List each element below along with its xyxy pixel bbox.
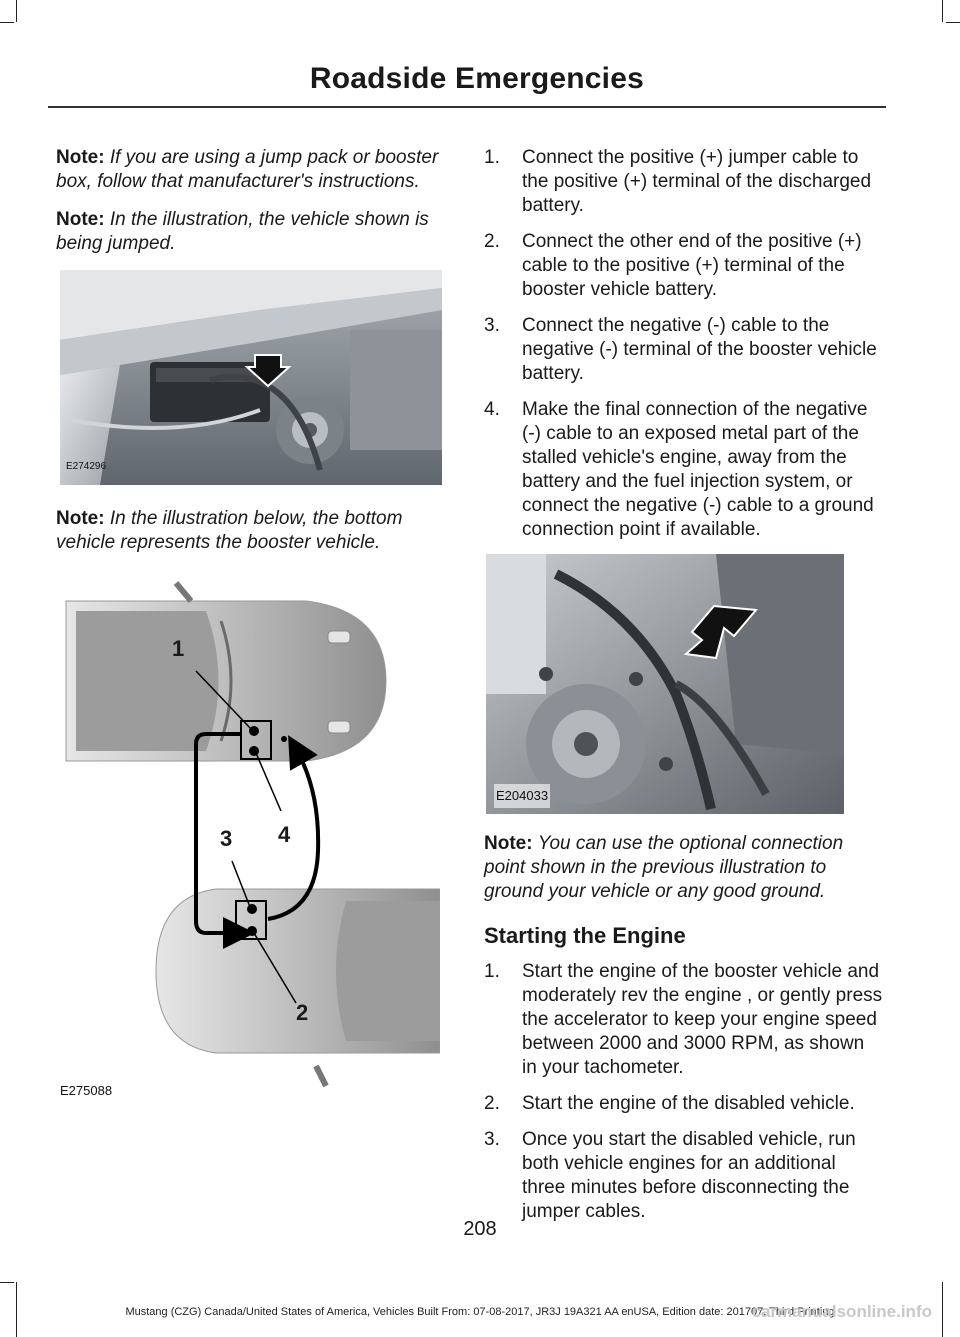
note-text: If you are using a jump pack or booster box, follow that manufacturer's instructions. — [56, 147, 439, 192]
page-header-title: Roadside Emergencies — [309, 62, 644, 95]
figure-code: E274296 — [66, 461, 107, 472]
ground-point-illustration — [486, 554, 844, 814]
start-steps-list — [484, 960, 884, 1224]
crop-mark — [942, 0, 943, 22]
crop-mark — [946, 22, 960, 23]
callout-3: 3 — [220, 826, 233, 851]
note-label: Note: — [56, 147, 105, 168]
note-text: In the illustration, the vehicle shown is being jumped. — [56, 209, 429, 254]
list-item — [484, 230, 884, 302]
note-label: Note: — [484, 833, 533, 854]
callout-4: 4 — [278, 822, 291, 847]
left-column — [56, 146, 444, 1111]
step-text: Connect the positive (+) jumper cable to the positive (+) terminal of the discharged battery. — [522, 147, 872, 216]
list-item — [484, 1128, 884, 1224]
step-number: 1. — [484, 961, 500, 982]
figure-code: E275088 — [60, 1083, 113, 1098]
step-text: Connect the other end of the positive (+) cable to the positive (+) terminal of the booster vehicle battery. — [522, 231, 862, 300]
engine-bay-drawing — [60, 270, 442, 485]
step-number: 1. — [484, 147, 500, 168]
list-item — [484, 398, 884, 542]
note-optional-ground — [484, 832, 884, 904]
right-column — [484, 146, 884, 1236]
note-jump-pack — [56, 146, 444, 194]
figure-code: E204033 — [494, 784, 550, 808]
step-text: Make the final connection of the negative (-) cable to an exposed metal part of the stalled vehicle's engine, away from the battery and the fuel injection system, or connect the negative (-) cable to a ground connection point if available. — [522, 399, 874, 540]
jumper-cable-drawing — [56, 571, 440, 1111]
note-label: Note: — [56, 508, 105, 529]
callout-1: 1 — [172, 636, 185, 661]
crop-mark — [16, 0, 17, 22]
watermark: carmanualsonline.info — [751, 1302, 932, 1321]
note-vehicle-jumped — [56, 208, 444, 256]
jumper-cable-diagram — [56, 571, 440, 1111]
step-text: Start the engine of the disabled vehicle. — [522, 1093, 855, 1114]
jump-steps-list — [484, 146, 884, 542]
page-number: 208 — [463, 1218, 497, 1240]
list-item — [484, 314, 884, 386]
list-item — [484, 960, 884, 1080]
callout-2: 2 — [296, 1000, 309, 1025]
list-item — [484, 146, 884, 218]
header-rule — [48, 106, 886, 108]
step-number: 2. — [484, 231, 500, 252]
crop-mark — [0, 22, 14, 23]
step-number: 2. — [484, 1093, 500, 1114]
note-text: In the illustration below, the bottom vehicle represents the booster vehicle. — [56, 508, 403, 553]
step-text: Start the engine of the booster vehicle and moderately rev the engine , or gently press the accelerator to keep your engine speed between 2000 and 3000 RPM, as shown in your tachometer. — [522, 961, 883, 1078]
footer-edition-info: Mustang (CZG) Canada/United States of America, Vehicles Built From: 07-08-2017, JR3J 19A321 AA enUSA, Edition date: 201707, Third Printing — [125, 1306, 835, 1318]
note-label: Note: — [56, 209, 105, 230]
step-number: 4. — [484, 399, 500, 420]
step-number: 3. — [484, 1129, 500, 1150]
step-text: Once you start the disabled vehicle, run both vehicle engines for an additional three minutes before disconnecting the jumper cables. — [522, 1129, 856, 1222]
note-text: You can use the optional connection point shown in the previous illustration to ground your vehicle or any good ground. — [484, 833, 844, 902]
booster-vehicle — [156, 889, 440, 1086]
list-item — [484, 1092, 884, 1116]
section-heading: Starting the Engine — [484, 923, 686, 948]
step-text: Connect the negative (-) cable to the negative (-) terminal of the booster vehicle battery. — [522, 315, 877, 384]
step-number: 3. — [484, 315, 500, 336]
ground-point-drawing — [486, 554, 844, 814]
crop-mark — [0, 1282, 14, 1283]
note-booster-vehicle — [56, 507, 444, 555]
engine-bay-illustration — [60, 270, 442, 485]
